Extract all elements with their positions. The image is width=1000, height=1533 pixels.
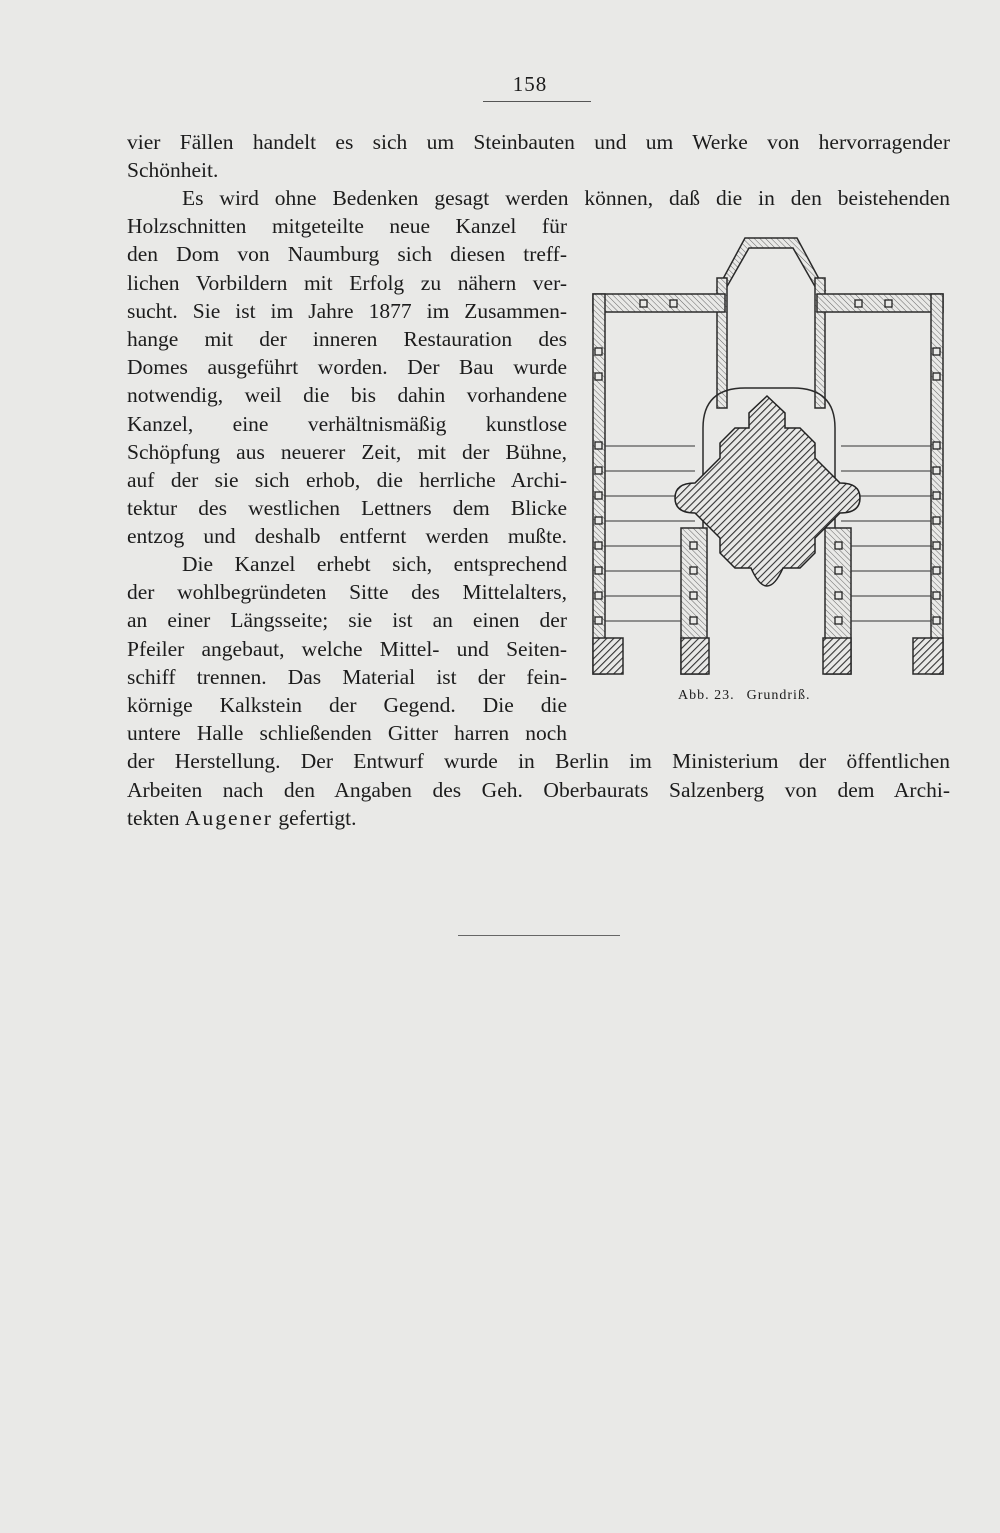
text-line: entzog und deshalb entfernt werden mußte. bbox=[127, 524, 567, 549]
text-line: Arbeiten nach den Angaben des Geh. Oberbaurats Salzenberg von dem Archi- bbox=[127, 777, 950, 802]
text-line: den Dom von Naumburg sich diesen treff- bbox=[127, 242, 567, 267]
text-fragment: tekten bbox=[127, 805, 180, 830]
text-line: körnige Kalkstein der Gegend. Die die bbox=[127, 693, 567, 718]
text-fragment: gefertigt. bbox=[278, 805, 357, 830]
text-line: auf der sie sich erhob, die herrliche Archi- bbox=[127, 468, 567, 493]
text-line: notwendig, weil die bis dahin vorhandene bbox=[127, 383, 567, 408]
text-line: lichen Vorbildern mit Erfolg zu nähern ver- bbox=[127, 270, 567, 295]
text-line: vier Fällen handelt es sich um Steinbauten und um Werke von hervorragender bbox=[127, 130, 950, 154]
caption-title: Grundriß. bbox=[746, 688, 811, 703]
text-line: der wohlbegründeten Sitte des Mittelalters, bbox=[127, 580, 567, 605]
architect-name: Augener bbox=[184, 805, 273, 830]
text-line: Domes ausgeführt worden. Der Bau wurde bbox=[127, 355, 567, 380]
text-line: Die Kanzel erhebt sich, entsprechend bbox=[182, 552, 567, 576]
text-line: der Herstellung. Der Entwurf wurde in Berlin im Ministerium der öffentlichen bbox=[127, 749, 950, 774]
text-line: Holzschnitten mitgeteilte neue Kanzel für bbox=[127, 214, 567, 239]
text-line: Pfeiler angebaut, welche Mittel- und Seiten- bbox=[127, 636, 567, 661]
floor-plan-drawing bbox=[585, 228, 945, 678]
floor-plan-figure bbox=[585, 228, 945, 678]
text-line: Schöpfung aus neuerer Zeit, mit der Bühne, bbox=[127, 439, 567, 464]
caption-label: Abb. 23. bbox=[678, 688, 735, 703]
page-number: 158 bbox=[512, 72, 548, 96]
text-line: sucht. Sie ist im Jahre 1877 im Zusammen- bbox=[127, 298, 567, 323]
text-line bbox=[127, 804, 950, 832]
paragraph-1 bbox=[127, 128, 950, 184]
section-rule bbox=[458, 935, 620, 936]
text-line: untere Halle schließenden Gitter harren noch bbox=[127, 721, 567, 746]
figure-caption bbox=[678, 688, 810, 704]
text-line: Schönheit. bbox=[127, 158, 219, 183]
text-line: an einer Längsseite; sie ist an einen der bbox=[127, 608, 567, 633]
text-line: tektur des westlichen Lettners dem Blicke bbox=[127, 496, 567, 521]
text-line: hange mit der inneren Restauration des bbox=[127, 327, 567, 352]
text-line: schiff trennen. Das Material ist der fein- bbox=[127, 664, 567, 689]
text-line: Es wird ohne Bedenken gesagt werden können, daß die in den beistehenden bbox=[182, 186, 950, 210]
header-rule bbox=[483, 101, 591, 102]
text-line: Kanzel, eine verhältnismäßig kunstlose bbox=[127, 411, 567, 436]
